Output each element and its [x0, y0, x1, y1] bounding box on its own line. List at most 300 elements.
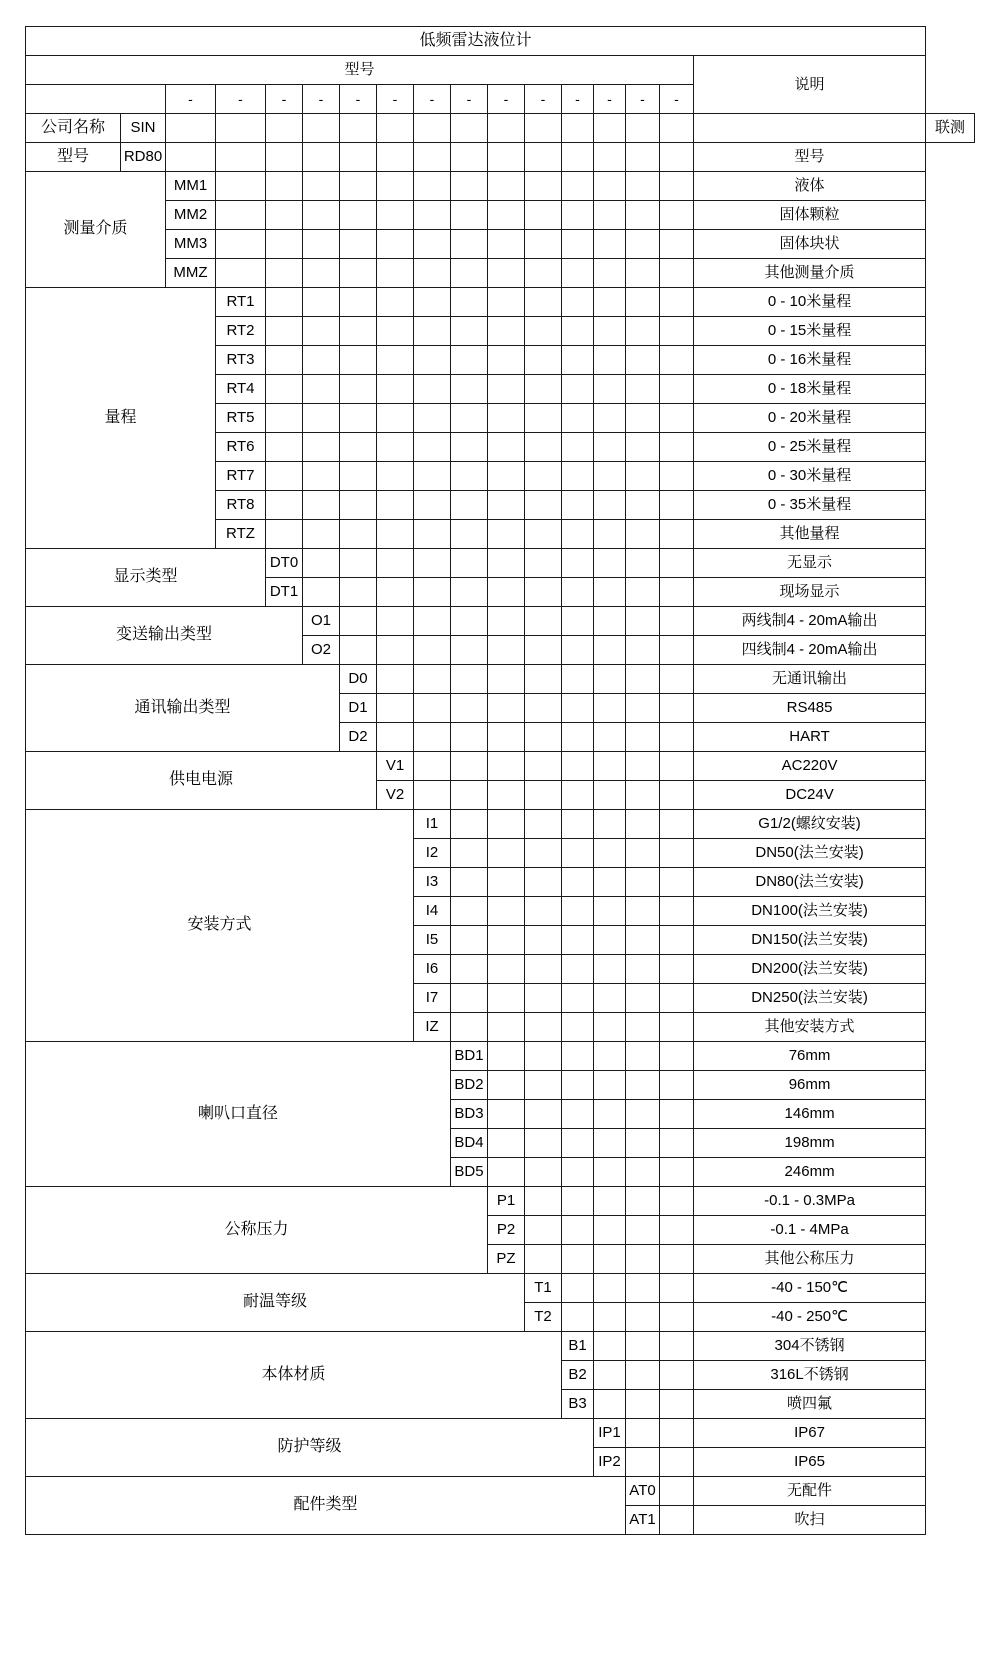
empty-cell: [562, 1303, 594, 1332]
empty-cell: [660, 172, 694, 201]
model-header: 型号: [26, 56, 694, 85]
empty-cell: [660, 549, 694, 578]
model-code: I3: [414, 868, 451, 897]
empty-cell: [303, 317, 340, 346]
empty-cell: [340, 433, 377, 462]
category-label: 耐温等级: [26, 1274, 525, 1332]
empty-cell: [525, 665, 562, 694]
empty-cell: [562, 520, 594, 549]
model-code: MM2: [166, 201, 216, 230]
description-cell: 其他测量介质: [694, 259, 926, 288]
empty-cell: [414, 288, 451, 317]
empty-cell: [488, 810, 525, 839]
empty-cell: [660, 1245, 694, 1274]
empty-cell: [660, 1477, 694, 1506]
empty-cell: [562, 1187, 594, 1216]
empty-cell: [626, 810, 660, 839]
empty-cell: [660, 781, 694, 810]
empty-cell: [377, 549, 414, 578]
empty-cell: [660, 462, 694, 491]
empty-cell: [594, 810, 626, 839]
empty-cell: [660, 1506, 694, 1535]
empty-cell: [594, 259, 626, 288]
empty-cell: [626, 1390, 660, 1419]
empty-cell: [488, 549, 525, 578]
empty-cell: [216, 143, 266, 172]
empty-cell: [594, 723, 626, 752]
description-cell: 其他安装方式: [694, 1013, 926, 1042]
empty-cell: [414, 433, 451, 462]
empty-cell: [626, 607, 660, 636]
empty-cell: [451, 259, 488, 288]
empty-cell: [562, 114, 594, 143]
empty-cell: [451, 520, 488, 549]
description-cell: -40 - 250℃: [694, 1303, 926, 1332]
empty-cell: [562, 1100, 594, 1129]
empty-cell: [660, 433, 694, 462]
description-cell: G1/2(螺纹安装): [694, 810, 926, 839]
empty-cell: [340, 143, 377, 172]
table-row: [26, 201, 975, 230]
empty-cell: [525, 578, 562, 607]
dash-cell: -: [626, 85, 660, 114]
dash-cell: -: [340, 85, 377, 114]
empty-cell: [266, 375, 303, 404]
empty-cell: [626, 1187, 660, 1216]
empty-cell: [488, 839, 525, 868]
table-row: [26, 259, 975, 288]
empty-cell: [594, 607, 626, 636]
description-cell: DN150(法兰安装): [694, 926, 926, 955]
description-cell: 304不锈钢: [694, 1332, 926, 1361]
empty-cell: [626, 201, 660, 230]
empty-cell: [525, 984, 562, 1013]
empty-cell: [660, 1129, 694, 1158]
empty-cell: [377, 462, 414, 491]
empty-cell: [488, 752, 525, 781]
empty-cell: [266, 520, 303, 549]
empty-cell: [377, 404, 414, 433]
empty-cell: [594, 143, 626, 172]
empty-cell: [626, 839, 660, 868]
model-code: IP2: [594, 1448, 626, 1477]
empty-cell: [626, 346, 660, 375]
description-cell: DC24V: [694, 781, 926, 810]
empty-cell: [377, 172, 414, 201]
table-row: [26, 288, 975, 317]
empty-cell: [562, 897, 594, 926]
empty-cell: [377, 259, 414, 288]
empty-cell: [562, 172, 594, 201]
empty-cell: [626, 462, 660, 491]
description-cell: -0.1 - 0.3MPa: [694, 1187, 926, 1216]
description-cell: 0 - 25米量程: [694, 433, 926, 462]
empty-cell: [562, 636, 594, 665]
empty-cell: [594, 172, 626, 201]
empty-cell: [594, 462, 626, 491]
empty-cell: [377, 288, 414, 317]
empty-cell: [377, 578, 414, 607]
empty-cell: [525, 549, 562, 578]
empty-cell: [626, 723, 660, 752]
empty-cell: [660, 839, 694, 868]
description-cell: HART: [694, 723, 926, 752]
model-code: BD1: [451, 1042, 488, 1071]
empty-cell: [488, 1071, 525, 1100]
empty-cell: [660, 404, 694, 433]
empty-cell: [488, 1100, 525, 1129]
empty-cell: [488, 665, 525, 694]
model-code: DT1: [266, 578, 303, 607]
empty-cell: [340, 607, 377, 636]
empty-cell: [414, 462, 451, 491]
empty-cell: [525, 375, 562, 404]
description-cell: RS485: [694, 694, 926, 723]
empty-cell: [594, 1100, 626, 1129]
empty-cell: [594, 520, 626, 549]
empty-cell: [451, 230, 488, 259]
model-code: RT2: [216, 317, 266, 346]
description-cell: 0 - 30米量程: [694, 462, 926, 491]
empty-cell: [340, 259, 377, 288]
empty-cell: [660, 520, 694, 549]
model-code: V2: [377, 781, 414, 810]
model-code: RT1: [216, 288, 266, 317]
description-cell: 0 - 35米量程: [694, 491, 926, 520]
empty-cell: [594, 1332, 626, 1361]
model-code: D2: [340, 723, 377, 752]
empty-cell: [488, 897, 525, 926]
empty-cell: [525, 1245, 562, 1274]
empty-cell: [525, 955, 562, 984]
empty-cell: [451, 607, 488, 636]
empty-cell: [562, 462, 594, 491]
model-code: O1: [303, 607, 340, 636]
empty-cell: [562, 346, 594, 375]
empty-cell: [451, 1013, 488, 1042]
empty-cell: [594, 549, 626, 578]
table-row: [26, 1332, 975, 1361]
empty-cell: [562, 665, 594, 694]
empty-cell: [377, 520, 414, 549]
empty-cell: [594, 1245, 626, 1274]
empty-cell: [562, 1129, 594, 1158]
empty-cell: [525, 201, 562, 230]
description-header: 说明: [694, 56, 926, 114]
empty-cell: [451, 781, 488, 810]
category-label: 型号: [26, 143, 121, 172]
empty-cell: [377, 491, 414, 520]
empty-cell: [594, 433, 626, 462]
empty-cell: [594, 636, 626, 665]
empty-cell: [488, 926, 525, 955]
empty-cell: [562, 201, 594, 230]
empty-cell: [451, 201, 488, 230]
empty-cell: [626, 259, 660, 288]
empty-cell: [626, 1419, 660, 1448]
empty-cell: [451, 433, 488, 462]
model-code: RD80: [121, 143, 166, 172]
empty-cell: [562, 1071, 594, 1100]
empty-cell: [488, 1158, 525, 1187]
empty-cell: [562, 1158, 594, 1187]
model-code: BD4: [451, 1129, 488, 1158]
empty-cell: [626, 1129, 660, 1158]
empty-cell: [562, 607, 594, 636]
empty-cell: [216, 172, 266, 201]
empty-cell: [451, 984, 488, 1013]
empty-cell: [562, 404, 594, 433]
empty-cell: [626, 955, 660, 984]
empty-cell: [525, 839, 562, 868]
empty-cell: [266, 346, 303, 375]
dash-cell: -: [488, 85, 525, 114]
empty-cell: [488, 143, 525, 172]
empty-cell: [266, 143, 303, 172]
empty-cell: [660, 1100, 694, 1129]
description-cell: DN200(法兰安装): [694, 955, 926, 984]
model-code: RT6: [216, 433, 266, 462]
empty-cell: [562, 1013, 594, 1042]
empty-cell: [660, 694, 694, 723]
empty-cell: [525, 404, 562, 433]
empty-cell: [377, 636, 414, 665]
model-code: D1: [340, 694, 377, 723]
dash-cell: -: [451, 85, 488, 114]
empty-cell: [451, 955, 488, 984]
empty-cell: [451, 665, 488, 694]
empty-cell: [660, 288, 694, 317]
empty-cell: [451, 752, 488, 781]
empty-cell: [594, 1071, 626, 1100]
empty-cell: [414, 259, 451, 288]
empty-cell: [303, 462, 340, 491]
model-code: AT1: [626, 1506, 660, 1535]
empty-cell: [216, 114, 266, 143]
empty-cell: [340, 636, 377, 665]
model-code: I2: [414, 839, 451, 868]
category-label: 量程: [26, 288, 216, 549]
empty-cell: [414, 694, 451, 723]
empty-cell: [488, 520, 525, 549]
empty-cell: [303, 288, 340, 317]
empty-cell: [303, 404, 340, 433]
description-cell: 198mm: [694, 1129, 926, 1158]
empty-cell: [488, 1013, 525, 1042]
model-code: SIN: [121, 114, 166, 143]
description-cell: DN100(法兰安装): [694, 897, 926, 926]
empty-cell: [594, 1274, 626, 1303]
empty-cell: [626, 1448, 660, 1477]
description-cell: 液体: [694, 172, 926, 201]
empty-cell: [451, 810, 488, 839]
model-code: BD2: [451, 1071, 488, 1100]
empty-cell: [626, 491, 660, 520]
empty-cell: [488, 375, 525, 404]
description-cell: 固体块状: [694, 230, 926, 259]
empty-cell: [660, 491, 694, 520]
description-cell: 现场显示: [694, 578, 926, 607]
empty-cell: [377, 665, 414, 694]
description-cell: 联测: [926, 114, 975, 143]
empty-cell: [660, 955, 694, 984]
empty-cell: [626, 781, 660, 810]
empty-cell: [377, 230, 414, 259]
description-cell: 0 - 16米量程: [694, 346, 926, 375]
empty-cell: [340, 375, 377, 404]
description-cell: 246mm: [694, 1158, 926, 1187]
empty-cell: [266, 491, 303, 520]
empty-cell: [303, 491, 340, 520]
empty-cell: [660, 723, 694, 752]
empty-cell: [525, 1158, 562, 1187]
dash-cell: -: [266, 85, 303, 114]
empty-cell: [660, 578, 694, 607]
model-code: RT4: [216, 375, 266, 404]
empty-cell: [303, 375, 340, 404]
empty-cell: [562, 317, 594, 346]
empty-cell: [488, 462, 525, 491]
empty-cell: [216, 259, 266, 288]
empty-cell: [660, 1361, 694, 1390]
empty-cell: [525, 1187, 562, 1216]
dash-cell: -: [414, 85, 451, 114]
description-cell: DN50(法兰安装): [694, 839, 926, 868]
empty-cell: [414, 375, 451, 404]
empty-cell: [216, 201, 266, 230]
description-cell: IP65: [694, 1448, 926, 1477]
dash-cell: -: [377, 85, 414, 114]
empty-cell: [525, 607, 562, 636]
empty-cell: [216, 230, 266, 259]
empty-cell: [626, 1216, 660, 1245]
category-label: 通讯输出类型: [26, 665, 340, 752]
empty-cell: [488, 1129, 525, 1158]
empty-cell: [626, 549, 660, 578]
empty-cell: [340, 520, 377, 549]
empty-cell: [594, 404, 626, 433]
empty-cell: [626, 433, 660, 462]
empty-cell: [626, 114, 660, 143]
empty-cell: [451, 578, 488, 607]
table-row: [26, 810, 975, 839]
dash-cell: -: [660, 85, 694, 114]
empty-cell: [660, 375, 694, 404]
empty-cell: [340, 230, 377, 259]
empty-cell: [626, 1303, 660, 1332]
empty-cell: [414, 172, 451, 201]
empty-cell: [525, 259, 562, 288]
empty-cell: [488, 578, 525, 607]
empty-cell: [414, 752, 451, 781]
empty-cell: [488, 491, 525, 520]
empty-cell: [594, 1158, 626, 1187]
empty-cell: [340, 549, 377, 578]
empty-cell: [660, 1042, 694, 1071]
empty-cell: [660, 752, 694, 781]
empty-cell: [377, 375, 414, 404]
empty-cell: [594, 375, 626, 404]
empty-cell: [525, 143, 562, 172]
dash-cell: -: [303, 85, 340, 114]
description-cell: 0 - 10米量程: [694, 288, 926, 317]
empty-cell: [660, 1013, 694, 1042]
empty-cell: [626, 578, 660, 607]
category-label: 安装方式: [26, 810, 414, 1042]
empty-cell: [626, 636, 660, 665]
empty-cell: [488, 694, 525, 723]
empty-cell: [377, 694, 414, 723]
empty-cell: [377, 201, 414, 230]
empty-cell: [626, 1245, 660, 1274]
empty-cell: [594, 1013, 626, 1042]
empty-cell: [525, 1013, 562, 1042]
empty-cell: [594, 665, 626, 694]
empty-cell: [266, 433, 303, 462]
empty-cell: [488, 781, 525, 810]
model-code: O2: [303, 636, 340, 665]
description-cell: 喷四氟: [694, 1390, 926, 1419]
empty-cell: [626, 230, 660, 259]
empty-cell: [414, 578, 451, 607]
empty-cell: [562, 549, 594, 578]
table-row: [26, 143, 975, 172]
empty-cell: [377, 346, 414, 375]
table-row: [26, 114, 975, 143]
description-cell: 型号: [694, 143, 926, 172]
empty-cell: [626, 1361, 660, 1390]
empty-cell: [660, 1332, 694, 1361]
empty-cell: [414, 520, 451, 549]
empty-cell: [660, 1187, 694, 1216]
empty-cell: [488, 346, 525, 375]
empty-cell: [562, 1216, 594, 1245]
empty-cell: [594, 288, 626, 317]
empty-cell: [414, 723, 451, 752]
empty-cell: [660, 230, 694, 259]
table-row: [26, 230, 975, 259]
empty-cell: [377, 607, 414, 636]
empty-cell: [660, 1390, 694, 1419]
dash-cell: -: [594, 85, 626, 114]
empty-cell: [626, 404, 660, 433]
empty-cell: [303, 172, 340, 201]
category-label: 公司名称: [26, 114, 121, 143]
empty-cell: [660, 897, 694, 926]
empty-cell: [340, 317, 377, 346]
empty-cell: [266, 259, 303, 288]
category-label: 测量介质: [26, 172, 166, 288]
empty-cell: [660, 1419, 694, 1448]
model-code: AT0: [626, 1477, 660, 1506]
empty-cell: [562, 926, 594, 955]
table-row: [26, 1042, 975, 1071]
model-code: T2: [525, 1303, 562, 1332]
model-code: B1: [562, 1332, 594, 1361]
empty-cell: [626, 694, 660, 723]
empty-cell: [594, 1216, 626, 1245]
empty-cell: [266, 462, 303, 491]
empty-cell: [377, 317, 414, 346]
empty-cell: [594, 926, 626, 955]
empty-cell: [562, 230, 594, 259]
empty-cell: [626, 1042, 660, 1071]
empty-cell: [414, 230, 451, 259]
model-code: V1: [377, 752, 414, 781]
dash-cell: -: [562, 85, 594, 114]
empty-cell: [340, 346, 377, 375]
category-label: 公称压力: [26, 1187, 488, 1274]
